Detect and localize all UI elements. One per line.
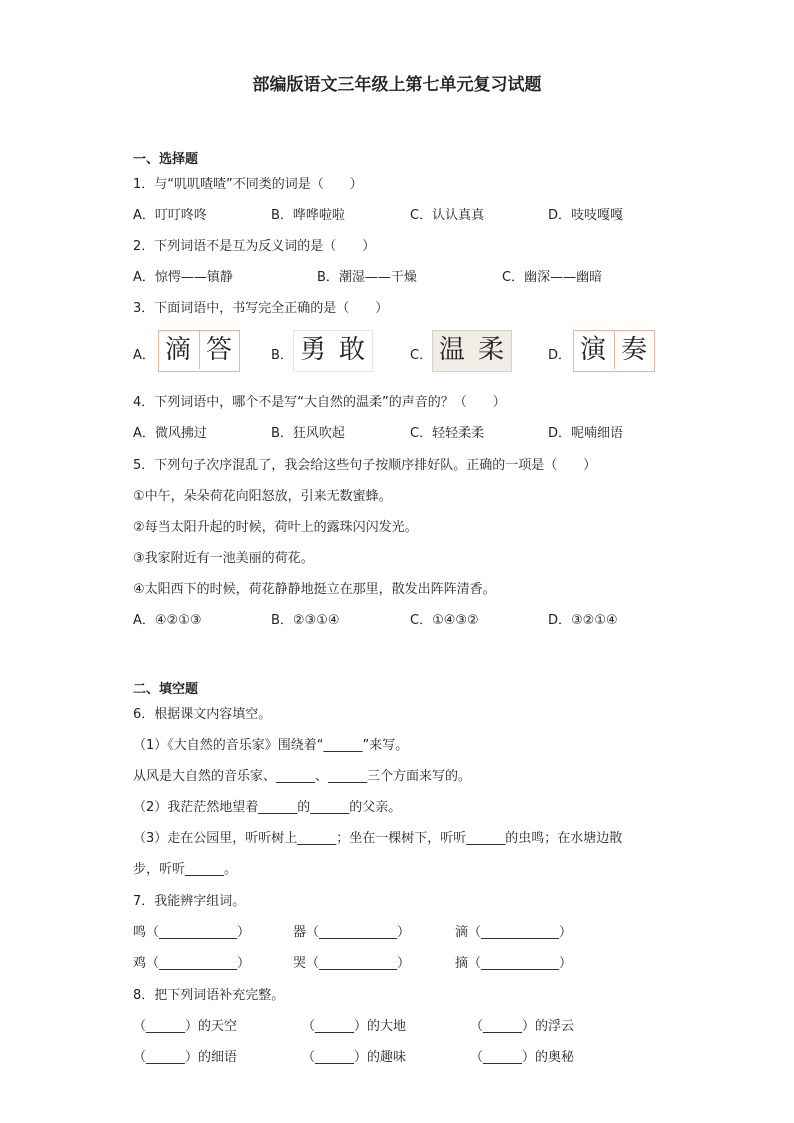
question-3-label: C．: [410, 348, 433, 363]
question-7-item: 滴（____________）: [455, 925, 573, 940]
question-1-option: C．认认真真: [410, 208, 485, 223]
question-8-item: （______）的细语: [133, 1050, 238, 1065]
question-7-item: 鸡（____________）: [133, 956, 251, 971]
question-3-label: A．: [133, 348, 155, 363]
word-image-char: 敢: [338, 335, 365, 365]
question-5-sentence: ④太阳西下的时候，荷花静静地挺立在那里，散发出阵阵清香。: [133, 582, 496, 597]
question-4-option: A．微风拂过: [133, 426, 207, 441]
word-image-d: [573, 330, 655, 372]
question-5-stem: 5．下列句子次序混乱了，我会给这些句子按顺序排好队。正确的一项是（ ）: [133, 458, 597, 473]
question-2-option: C．幽深——幽暗: [502, 270, 603, 285]
question-5-sentence: ②每当太阳升起的时候，荷叶上的露珠闪闪发光。: [133, 520, 418, 535]
question-5-sentence: ③我家附近有一池美丽的荷花。: [133, 551, 314, 566]
question-5-option: C．①④③②: [410, 613, 479, 628]
word-image-char: 柔: [477, 335, 504, 365]
question-2-option: B．潮湿——干燥: [317, 270, 417, 285]
section-heading-fill: 二、填空题: [133, 682, 199, 697]
question-1-stem: 1．与“叽叽喳喳”不同类的词是（ ）: [133, 177, 363, 192]
word-image-char: 答: [199, 331, 238, 369]
question-4-option: C．轻轻柔柔: [410, 426, 485, 441]
section-heading-choice: 一、选择题: [133, 152, 199, 167]
question-1-option: B．哗哗啦啦: [271, 208, 345, 223]
question-2-option: A．惊愕——镇静: [133, 270, 233, 285]
question-3-label: B．: [271, 348, 293, 363]
word-image-char: 演: [579, 335, 606, 365]
word-image-char: 滴: [164, 335, 191, 365]
question-4-option: D．呢喃细语: [548, 426, 624, 441]
question-8-item: （______）的浮云: [470, 1019, 575, 1034]
question-8-item: （______）的趣味: [302, 1050, 407, 1065]
question-3-stem: 3．下面词语中，书写完全正确的是（ ）: [133, 301, 389, 316]
question-6-line: （1）《大自然的音乐家》围绕着“______”来写。: [133, 738, 409, 753]
word-image-a: [158, 330, 240, 372]
question-5-sentence: ①中午，朵朵荷花向阳怒放，引来无数蜜蜂。: [133, 489, 392, 504]
question-7-item: 鸣（____________）: [133, 925, 251, 940]
question-6-line: 从风是大自然的音乐家、______、______三个方面来写的。: [133, 769, 472, 784]
question-7-item: 摘（____________）: [455, 956, 573, 971]
question-5-option: A．④②①③: [133, 613, 202, 628]
question-5-option: D．③②①④: [548, 613, 618, 628]
question-8-item: （______）的天空: [133, 1019, 238, 1034]
word-image-c: [432, 330, 512, 372]
question-6-stem: 6．根据课文内容填空。: [133, 707, 272, 722]
word-image-char: 奏: [614, 331, 653, 369]
question-8-item: （______）的大地: [302, 1019, 407, 1034]
word-image-char: 勇: [299, 335, 326, 365]
question-4-stem: 4．下列词语中，哪个不是写“大自然的温柔”的声音的？（ ）: [133, 395, 506, 410]
question-7-item: 器（____________）: [293, 925, 411, 940]
question-5-option: B．②③①④: [271, 613, 340, 628]
question-7-item: 哭（____________）: [293, 956, 411, 971]
question-1-option: D．吱吱嘎嘎: [548, 208, 624, 223]
question-3-label: D．: [548, 348, 572, 363]
question-6-line: （3）走在公园里，听听树上______；坐在一棵树下，听听______的虫鸣；在水塘边散: [133, 831, 623, 846]
question-8-stem: 8．把下列词语补充完整。: [133, 988, 285, 1003]
question-4-option: B．狂风吹起: [271, 426, 345, 441]
word-image-b: [293, 330, 373, 372]
page-title: 部编版语文三年级上第七单元复习试题: [252, 75, 542, 95]
question-6-line: 步，听听______。: [133, 862, 238, 877]
question-8-item: （______）的奥秘: [470, 1050, 575, 1065]
question-7-stem: 7．我能辨字组词。: [133, 894, 246, 909]
question-2-stem: 2．下列词语不是互为反义词的是（ ）: [133, 239, 376, 254]
question-1-option: A．叮叮咚咚: [133, 208, 207, 223]
question-6-line: （2）我茫茫然地望着______的______的父亲。: [133, 800, 402, 815]
word-image-char: 温: [438, 335, 465, 365]
